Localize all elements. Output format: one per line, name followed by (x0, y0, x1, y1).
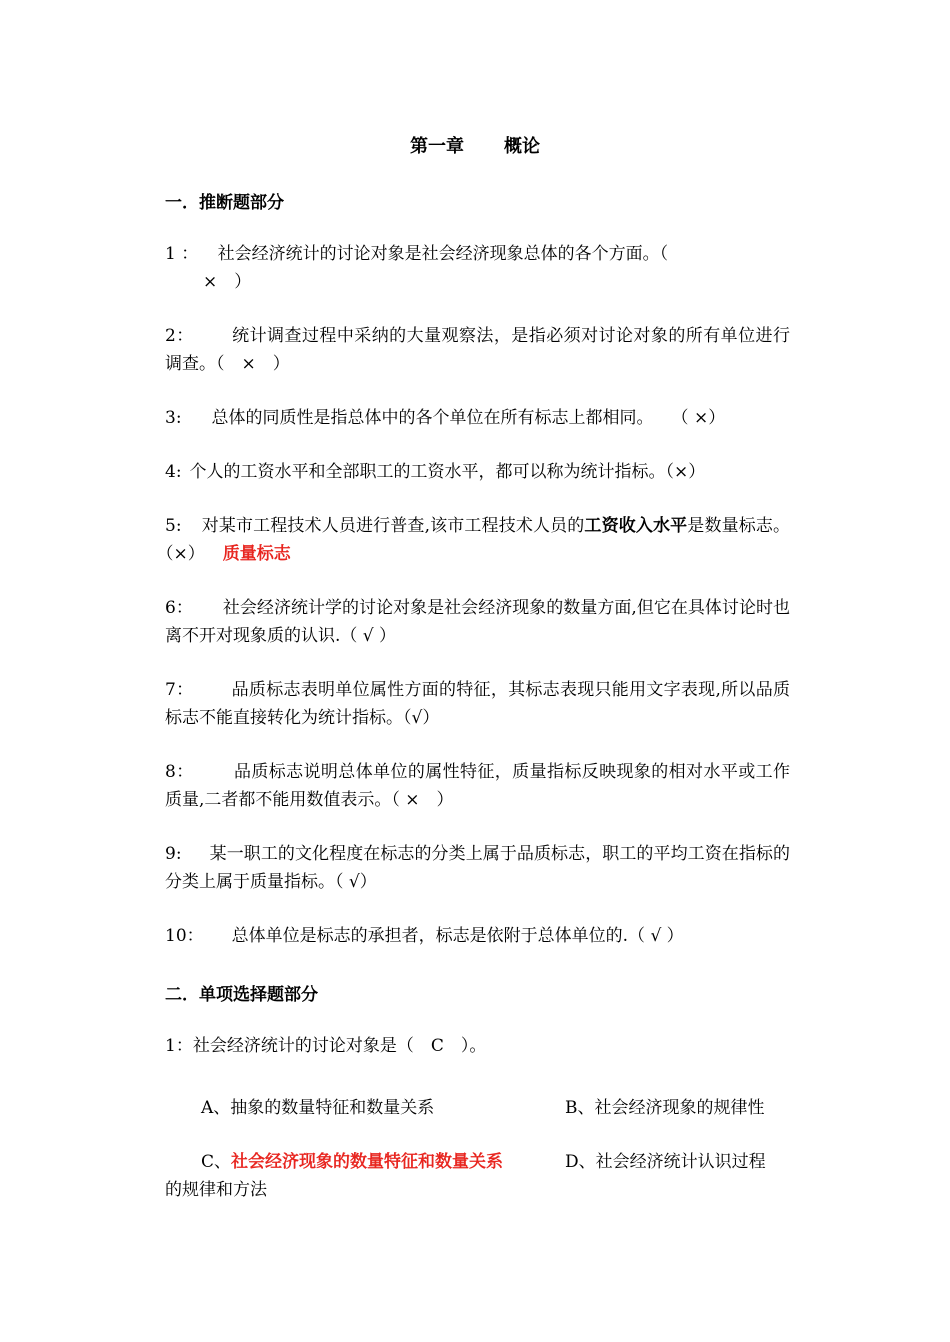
option-b: B、社会经济现象的规律性 (565, 1098, 765, 1118)
question-8 (165, 758, 790, 814)
question-text-bold: 工资收入水平 (584, 516, 688, 536)
question-number: 4: (165, 462, 182, 482)
answer-mark: （ ×） (671, 408, 726, 428)
question-text: 总体的同质性是指总体中的各个单位在所有标志上都相同。 (211, 408, 654, 428)
question-text: 品质标志说明总体单位的属性特征，质量指标反映现象的相对水平或工作质量,二者都不能用数值表示。 (165, 762, 790, 810)
question-7 (165, 676, 790, 732)
answer-mark: （√） (403, 708, 440, 728)
option-c-text: 社会经济现象的数量特征和数量关系 (231, 1152, 504, 1172)
question-6 (165, 594, 790, 650)
answer-mark: （×） (665, 462, 706, 482)
chapter-title (0, 132, 950, 158)
question-9 (165, 840, 790, 896)
answer-mark: （ × ） (391, 790, 454, 810)
question-number: 5: (165, 516, 182, 536)
question-number: 9: (165, 844, 182, 864)
question-4 (165, 458, 790, 486)
question-number: 7： (165, 680, 194, 700)
answer-mark: （ √ ） (340, 626, 397, 646)
option-d: D、社会经济统计认识过程 (565, 1152, 766, 1172)
section-heading-judgment: 一．推断题部分 (165, 193, 284, 213)
question-text: 是数量标志。 (687, 516, 791, 536)
question-1 (165, 240, 790, 296)
question-text: 社会经济统计学的讨论对象是社会经济现象的数量方面,但它在具体讨论时也离不开对现象质的认识. (165, 598, 790, 646)
chapter-number: 第一章 (410, 136, 464, 157)
mc-options-row-ab (165, 1094, 790, 1122)
chapter-name: 概论 (504, 136, 540, 157)
option-d-continuation: 的规律和方法 (165, 1180, 267, 1200)
question-number: 8： (165, 762, 194, 782)
option-a: A、抽象的数量特征和数量关系 (201, 1098, 435, 1118)
question-number: 6： (165, 598, 193, 618)
question-3 (165, 404, 790, 432)
option-c (201, 1148, 503, 1176)
question-10 (165, 922, 790, 950)
question-text: 社会经济统计的讨论对象是社会经济现象总体的各个方面。（ (217, 244, 669, 264)
question-number: 2： (165, 326, 194, 346)
option-c-prefix: C、 (201, 1152, 232, 1172)
mc-question-1-stem: 1：社会经济统计的讨论对象是（ C ）。 (165, 1036, 487, 1056)
question-number: 10： (165, 926, 204, 946)
answer-mark: （ √ ） (628, 926, 684, 946)
answer-mark: × ） (224, 354, 290, 374)
answer-mark: （ √） (335, 872, 377, 892)
mc-options-row-cd (165, 1148, 790, 1204)
section-heading-single-choice: 二．单项选择题部分 (165, 985, 318, 1005)
correction-note: 质量标志 (222, 544, 291, 564)
question-5 (165, 512, 790, 568)
question-number: 1 ： (165, 244, 199, 264)
question-number: 3: (165, 408, 182, 428)
answer-mark: （×） (165, 544, 205, 564)
question-text: 品质标志表明单位属性方面的特征，其标志表现只能用文字表现,所以品质标志不能直接转化为统计指标。 (165, 680, 790, 728)
answer-mark: × ） (203, 272, 252, 292)
question-text: 个人的工资水平和全部职工的工资水平，都可以称为统计指标。 (189, 462, 666, 482)
question-text: 某一职工的文化程度在标志的分类上属于品质标志，职工的平均工资在指标的分类上属于质量指标。 (165, 844, 790, 892)
question-text: 统计调查过程中采纳的大量观察法，是指必须对讨论对象的所有单位进行调查。（ (165, 326, 790, 374)
question-text: 对某市工程技术人员进行普查,该市工程技术人员的 (201, 516, 585, 536)
question-text: 总体单位是标志的承担者，标志是依附于总体单位的. (231, 926, 629, 946)
question-2 (165, 322, 790, 378)
